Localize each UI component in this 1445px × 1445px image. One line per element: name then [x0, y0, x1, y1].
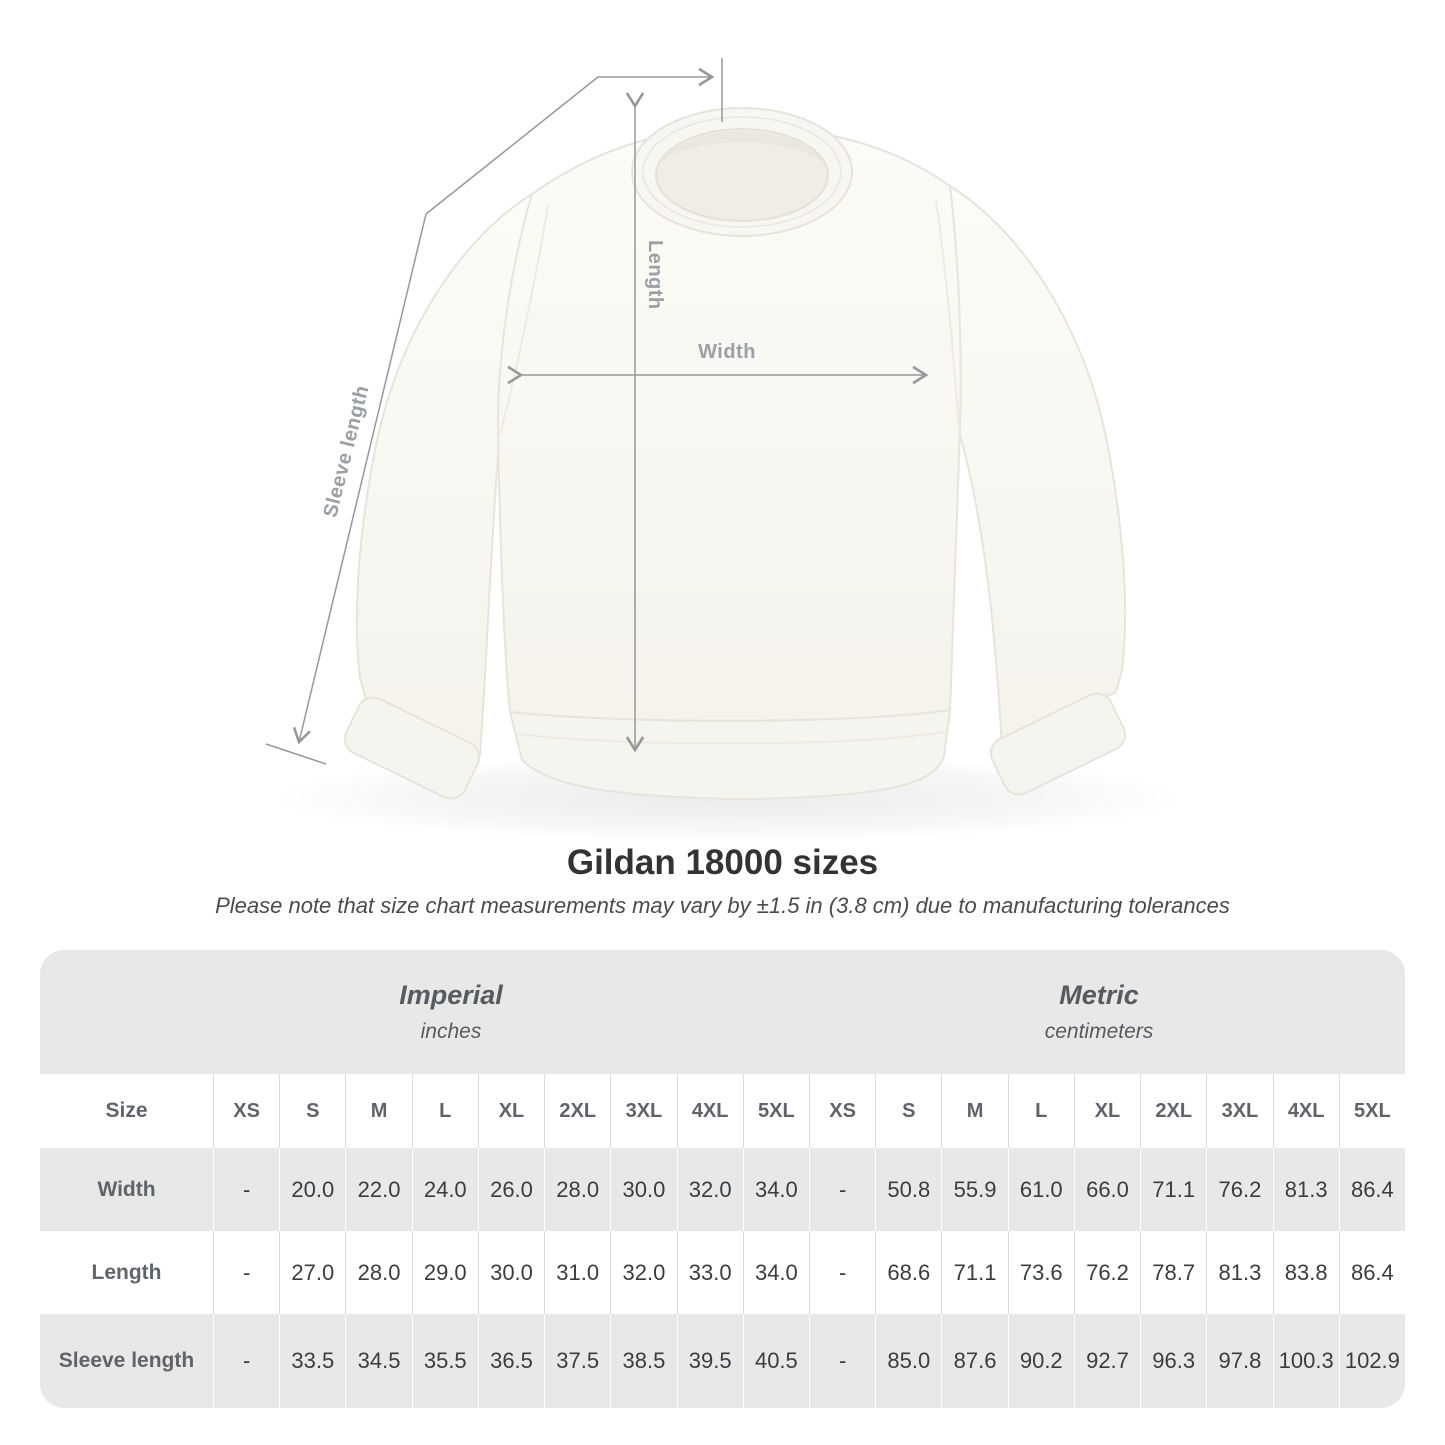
- table-cell: 97.8: [1206, 1314, 1272, 1408]
- size-table: [40, 950, 1405, 1408]
- table-cell: 102.9: [1339, 1314, 1405, 1408]
- right-sleeve: [945, 186, 1125, 748]
- table-cell: 40.5: [743, 1314, 809, 1408]
- table-cell: 96.3: [1140, 1314, 1206, 1408]
- table-cell: 27.0: [279, 1231, 345, 1314]
- sweatshirt: [340, 108, 1131, 804]
- unit-band-spacer: [40, 950, 213, 1074]
- table-cell: 29.0: [412, 1231, 478, 1314]
- table-cell: 71.1: [1140, 1148, 1206, 1231]
- table-cell: 86.4: [1339, 1231, 1405, 1314]
- size-col-header: 2XL: [544, 1074, 610, 1148]
- size-col-header: XL: [1074, 1074, 1140, 1148]
- row-label: Width: [40, 1148, 213, 1231]
- table-cell: 31.0: [544, 1231, 610, 1314]
- title-block: [0, 843, 1445, 919]
- table-cell: 22.0: [345, 1148, 411, 1231]
- table-cell: 34.0: [743, 1148, 809, 1231]
- size-col-header: S: [875, 1074, 941, 1148]
- table-cell: 55.9: [941, 1148, 1007, 1231]
- table-cell: 61.0: [1008, 1148, 1074, 1231]
- table-cell: 28.0: [544, 1148, 610, 1231]
- table-cell: -: [809, 1314, 875, 1408]
- size-col-header: 4XL: [677, 1074, 743, 1148]
- collar-opening: [656, 129, 828, 221]
- table-cell: 83.8: [1273, 1231, 1339, 1314]
- unit-header-band: [40, 950, 1405, 1074]
- table-cell: 50.8: [875, 1148, 941, 1231]
- size-grid: [40, 1074, 1405, 1408]
- table-cell: -: [809, 1148, 875, 1231]
- size-corner-label: Size: [105, 1099, 148, 1122]
- table-cell: 38.5: [610, 1314, 676, 1408]
- table-cell: 68.6: [875, 1231, 941, 1314]
- table-cell: 76.2: [1074, 1231, 1140, 1314]
- table-cell: 35.5: [412, 1314, 478, 1408]
- table-cell: -: [213, 1231, 279, 1314]
- waistband: [510, 710, 950, 799]
- size-col-header: XS: [213, 1074, 279, 1148]
- table-cell: 32.0: [610, 1231, 676, 1314]
- table-cell: 76.2: [1206, 1148, 1272, 1231]
- table-cell: 39.5: [677, 1314, 743, 1408]
- table-cell: 73.6: [1008, 1231, 1074, 1314]
- table-cell: 85.0: [875, 1314, 941, 1408]
- table-cell: 33.0: [677, 1231, 743, 1314]
- page-title: Gildan 18000 sizes: [566, 843, 879, 882]
- sleeve-length-measure-label: Sleeve length: [319, 383, 374, 520]
- table-cell: 20.0: [279, 1148, 345, 1231]
- tolerance-note: Please note that size chart measurements may vary by ±1.5 in (3.8 cm) due to manufacturing tolerances: [215, 893, 1230, 918]
- length-measure-label: Length: [644, 240, 666, 310]
- table-cell: 34.0: [743, 1231, 809, 1314]
- table-cell: -: [809, 1231, 875, 1314]
- size-col-header: XL: [478, 1074, 544, 1148]
- size-col-header: L: [1008, 1074, 1074, 1148]
- table-cell: 30.0: [478, 1231, 544, 1314]
- table-cell: 26.0: [478, 1148, 544, 1231]
- sleeve-end-tick: [266, 744, 326, 764]
- table-cell: -: [213, 1148, 279, 1231]
- table-cell: 28.0: [345, 1231, 411, 1314]
- table-cell: 30.0: [610, 1148, 676, 1231]
- size-col-header: 2XL: [1140, 1074, 1206, 1148]
- size-col-header: L: [412, 1074, 478, 1148]
- imperial-header: [213, 950, 809, 1074]
- table-cell: 81.3: [1273, 1148, 1339, 1231]
- table-cell: 81.3: [1206, 1231, 1272, 1314]
- size-col-header: S: [279, 1074, 345, 1148]
- metric-unit: centimeters: [1044, 1020, 1154, 1043]
- table-cell: 78.7: [1140, 1231, 1206, 1314]
- size-col-header: XS: [809, 1074, 875, 1148]
- metric-header: [809, 950, 1405, 1074]
- row-label: Sleeve length: [40, 1314, 213, 1408]
- size-col-header: M: [345, 1074, 411, 1148]
- imperial-title: Imperial: [399, 980, 503, 1010]
- metric-title: Metric: [1059, 980, 1139, 1010]
- row-label: Length: [91, 1260, 162, 1284]
- table-cell: 66.0: [1074, 1148, 1140, 1231]
- table-cell: 36.5: [478, 1314, 544, 1408]
- size-col-header: 4XL: [1273, 1074, 1339, 1148]
- table-cell: 33.5: [279, 1314, 345, 1408]
- table-cell: 90.2: [1008, 1314, 1074, 1408]
- table-cell: 92.7: [1074, 1314, 1140, 1408]
- table-cell: 71.1: [941, 1231, 1007, 1314]
- table-cell: 24.0: [412, 1148, 478, 1231]
- table-cell: 86.4: [1339, 1148, 1405, 1231]
- table-cell: 32.0: [677, 1148, 743, 1231]
- size-col-header: 5XL: [743, 1074, 809, 1148]
- table-cell: 100.3: [1273, 1314, 1339, 1408]
- table-cell: 37.5: [544, 1314, 610, 1408]
- width-measure-label: Width: [698, 341, 756, 363]
- size-col-header: 5XL: [1339, 1074, 1405, 1148]
- table-cell: -: [213, 1314, 279, 1408]
- size-col-header: 3XL: [1206, 1074, 1272, 1148]
- table-cell: 34.5: [345, 1314, 411, 1408]
- size-col-header: 3XL: [610, 1074, 676, 1148]
- imperial-unit: inches: [420, 1020, 482, 1043]
- table-cell: 87.6: [941, 1314, 1007, 1408]
- size-col-header: M: [941, 1074, 1007, 1148]
